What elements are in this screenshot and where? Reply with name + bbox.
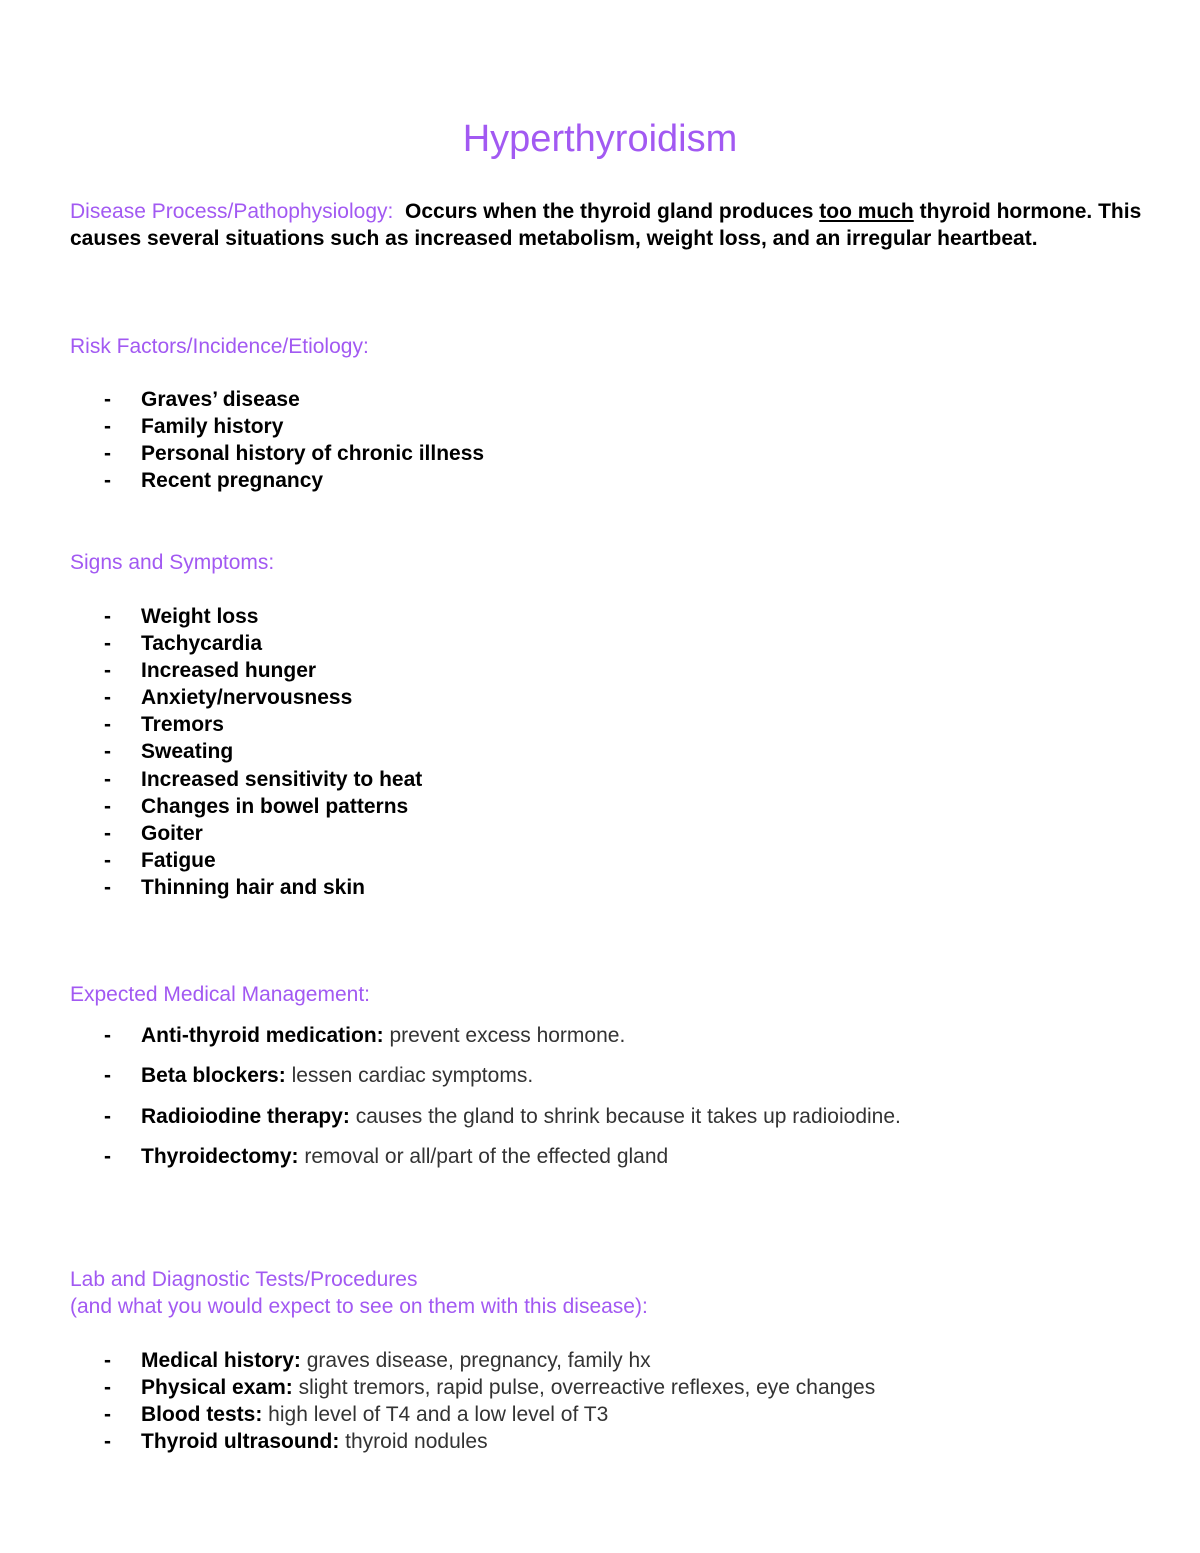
lab-tests-subheading: (and what you would expect to see on them with this disease):	[70, 1295, 648, 1318]
list-item: - Recent pregnancy	[70, 467, 1150, 494]
risk-factors-heading: Risk Factors/Incidence/Etiology:	[70, 335, 369, 358]
lab-tests-heading: Lab and Diagnostic Tests/Procedures	[70, 1268, 418, 1291]
disease-text-after: thyroid hormone. This causes several situations such as increased metabolism, weight loss, and an irregular heartbeat.	[70, 200, 1142, 250]
list-item	[70, 1103, 1150, 1130]
list-item: - Personal history of chronic illness	[70, 440, 1150, 467]
item-term: Blood tests:	[141, 1403, 263, 1427]
disease-process-heading: Disease Process/Pathophysiology:	[70, 200, 394, 223]
list-item: - Tachycardia	[70, 630, 1150, 657]
signs-symptoms-heading: Signs and Symptoms:	[70, 551, 275, 574]
item-term: Thyroid ultrasound:	[141, 1430, 340, 1454]
item-term: Medical history:	[141, 1349, 301, 1372]
list-item	[70, 1022, 1150, 1049]
signs-symptoms-list	[70, 603, 1150, 901]
list-item: - Fatigue	[70, 847, 1150, 874]
item-description: high level of T4 and a low level of T3	[262, 1403, 609, 1427]
item-term: Thyroidectomy:	[141, 1144, 299, 1168]
list-item: - Graves’ disease	[70, 386, 1150, 413]
list-item: - Weight loss	[70, 603, 1150, 630]
list-item: - Increased hunger	[70, 657, 1150, 684]
list-item	[70, 1062, 1150, 1089]
item-term: Anti-thyroid medication:	[141, 1024, 384, 1047]
medical-management-list	[70, 1022, 1150, 1183]
item-description: removal or all/part of the effected gland	[298, 1144, 669, 1168]
lab-tests-list	[70, 1347, 1150, 1455]
item-description: graves disease, pregnancy, family hx	[300, 1349, 651, 1372]
list-item: - Anxiety/nervousness	[70, 684, 1150, 711]
list-item	[70, 1401, 1150, 1428]
item-description: thyroid nodules	[339, 1430, 488, 1454]
list-item: - Tremors	[70, 711, 1150, 738]
list-item: - Family history	[70, 413, 1150, 440]
item-description: lessen cardiac symptoms.	[285, 1064, 534, 1088]
page-title: Hyperthyroidism	[462, 118, 738, 160]
list-item: - Increased sensitivity to heat	[70, 766, 1150, 793]
disease-text-before: Occurs when the thyroid gland produces	[405, 200, 820, 223]
disease-text-underlined: too much	[819, 200, 914, 223]
list-item: - Goiter	[70, 820, 1150, 847]
list-item	[70, 1428, 1150, 1455]
list-item: - Sweating	[70, 738, 1150, 765]
disease-process-section	[70, 198, 1150, 252]
item-description: prevent excess hormone.	[383, 1024, 626, 1047]
list-item	[70, 1347, 1150, 1374]
medical-management-heading: Expected Medical Management:	[70, 983, 370, 1006]
list-item	[70, 1374, 1150, 1401]
list-item: - Thinning hair and skin	[70, 874, 1150, 901]
list-item	[70, 1143, 1150, 1170]
item-term: Radioiodine therapy:	[141, 1104, 350, 1128]
item-description: causes the gland to shrink because it takes up radioiodine.	[349, 1104, 901, 1128]
item-description: slight tremors, rapid pulse, overreactive reflexes, eye changes	[292, 1376, 876, 1400]
item-term: Physical exam:	[141, 1376, 293, 1400]
list-item: - Changes in bowel patterns	[70, 793, 1150, 820]
risk-factors-list	[70, 386, 1150, 494]
item-term: Beta blockers:	[141, 1064, 286, 1088]
